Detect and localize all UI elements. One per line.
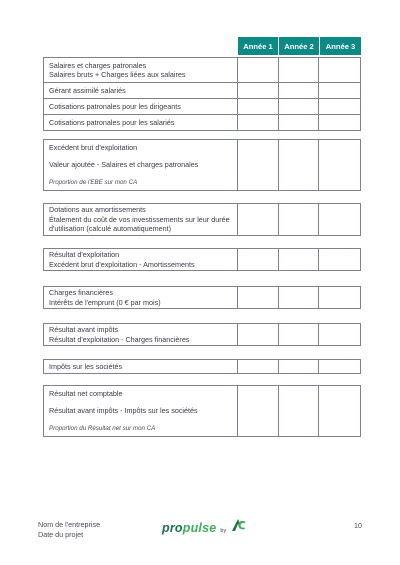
- row-label: [44, 287, 238, 308]
- year-1-cell[interactable]: [238, 204, 279, 235]
- logo-wordmark: propulse: [162, 521, 217, 535]
- year-1-cell[interactable]: [238, 115, 279, 130]
- year-2-cell[interactable]: [279, 360, 320, 373]
- row-label: [44, 249, 238, 270]
- dotations-table: [43, 203, 361, 236]
- year-3-cell[interactable]: [319, 83, 360, 98]
- year-3-cell[interactable]: [319, 204, 360, 235]
- resultat-avant-impots-table: [43, 323, 361, 346]
- table-row: [44, 98, 360, 114]
- row-label: [44, 99, 238, 114]
- table-row: [44, 249, 360, 270]
- year-1-cell[interactable]: [238, 99, 279, 114]
- year-2-cell[interactable]: [279, 287, 320, 308]
- year-1-cell[interactable]: [238, 249, 279, 270]
- row-title: Cotisations patronales pour les salariés: [49, 117, 175, 127]
- table-row: [44, 386, 360, 436]
- year-1-cell[interactable]: [238, 140, 279, 190]
- year-2-cell[interactable]: [279, 324, 320, 345]
- row-title: Gérant assimilé salariés: [49, 85, 126, 95]
- row-label: [44, 140, 238, 190]
- table-row: [44, 360, 360, 373]
- row-label: [44, 58, 238, 82]
- year-1-cell[interactable]: [238, 324, 279, 345]
- year-2-cell[interactable]: [279, 58, 320, 82]
- row-title: Impôts sur les sociétés: [49, 361, 123, 371]
- year-3-cell[interactable]: [319, 360, 360, 373]
- year-header: [238, 37, 361, 55]
- year-2-cell[interactable]: [279, 99, 320, 114]
- table-row: [44, 287, 360, 308]
- table-row: [44, 140, 360, 190]
- row-note: Proportion du Résultat net sur mon CA: [49, 424, 156, 432]
- ebe-table: [43, 139, 361, 191]
- year-2-cell[interactable]: [279, 204, 320, 235]
- logo-by-text: by: [220, 528, 227, 534]
- year-1-cell[interactable]: [238, 360, 279, 373]
- year-2-cell[interactable]: [279, 140, 320, 190]
- year-3-header: Année 3: [320, 37, 361, 55]
- credit-agricole-logo-icon: [229, 518, 247, 537]
- table-row: [44, 324, 360, 345]
- row-title: Charges financières: [49, 288, 113, 298]
- row-label: [44, 83, 238, 98]
- year-3-cell[interactable]: [319, 324, 360, 345]
- year-1-cell[interactable]: [238, 58, 279, 82]
- row-title: Résultat d'exploitation: [49, 250, 120, 260]
- row-title: Salaires et charges patronales: [49, 60, 147, 70]
- table-row: [44, 204, 360, 235]
- row-label: [44, 360, 238, 373]
- row-label: [44, 204, 238, 235]
- year-3-cell[interactable]: [319, 58, 360, 82]
- row-description: Intérêts de l'emprunt (0 € par mois): [49, 297, 161, 307]
- row-title: Résultat net comptable: [49, 389, 123, 398]
- row-note: Proportion de l'EBE sur mon CA: [49, 178, 138, 186]
- charges-financieres-table: [43, 286, 361, 309]
- salaires-table: [43, 57, 361, 131]
- propulse-logo: [162, 518, 247, 537]
- row-label: [44, 386, 238, 436]
- company-name: Nom de l'entreprise: [38, 520, 101, 529]
- year-1-header: Année 1: [238, 37, 279, 55]
- year-3-cell[interactable]: [319, 287, 360, 308]
- year-1-cell[interactable]: [238, 287, 279, 308]
- row-title: Dotations aux amortissements: [49, 205, 146, 215]
- row-title: Résultat avant impôts: [49, 325, 119, 335]
- year-2-cell[interactable]: [279, 249, 320, 270]
- year-2-cell[interactable]: [279, 115, 320, 130]
- footer-project-info: [38, 520, 100, 539]
- row-description: Salaires bruts + Charges liées aux salaires: [49, 70, 186, 79]
- row-description: Résultat d'exploitation - Charges financières: [49, 334, 190, 344]
- table-row: [44, 58, 360, 82]
- row-description: Étalement du coût de vos investissements sur leur durée: [49, 214, 230, 224]
- year-3-cell[interactable]: [319, 115, 360, 130]
- row-description: d'utilisation (calculé automatiquement): [49, 224, 172, 234]
- year-1-cell[interactable]: [238, 83, 279, 98]
- resultat-exploitation-table: [43, 248, 361, 271]
- row-title: Cotisations patronales pour les dirigeants: [49, 101, 181, 111]
- impots-table: [43, 359, 361, 374]
- row-description: Résultat avant impôts - Impôts sur les sociétés: [49, 406, 198, 416]
- row-label: [44, 115, 238, 130]
- year-3-cell[interactable]: [319, 140, 360, 190]
- year-1-cell[interactable]: [238, 386, 279, 436]
- year-2-cell[interactable]: [279, 83, 320, 98]
- table-row: [44, 114, 360, 130]
- year-2-header: Année 2: [279, 37, 320, 55]
- year-3-cell[interactable]: [319, 386, 360, 436]
- resultat-net-table: [43, 385, 361, 437]
- year-2-cell[interactable]: [279, 386, 320, 436]
- row-label: [44, 324, 238, 345]
- year-3-cell[interactable]: [319, 99, 360, 114]
- year-3-cell[interactable]: [319, 249, 360, 270]
- table-row: [44, 82, 360, 98]
- row-description: Excédent brut d'exploitation - Amortissements: [49, 259, 195, 269]
- project-date: Date du projet: [38, 529, 84, 539]
- row-description: Valeur ajoutée - Salaires et charges patronales: [49, 160, 199, 170]
- row-title: Excédent brut d'exploitation: [49, 143, 138, 152]
- page-number: 10: [354, 521, 362, 530]
